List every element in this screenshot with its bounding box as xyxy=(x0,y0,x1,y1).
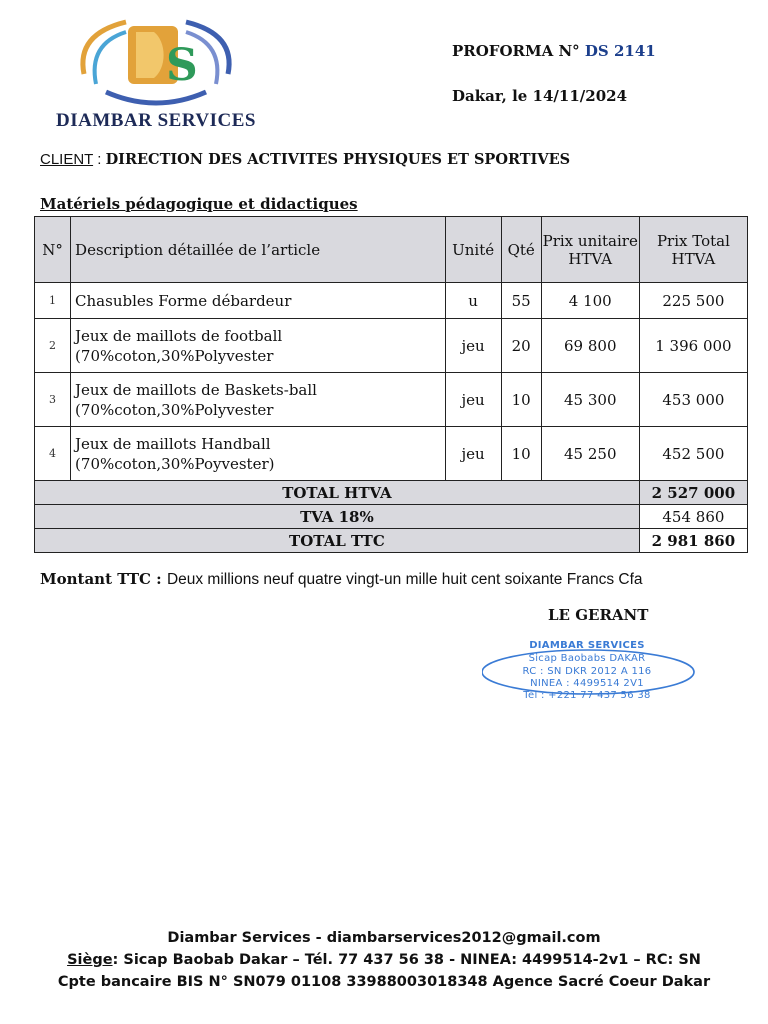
stamp-line: Sicap Baobabs DAKAR xyxy=(528,653,646,664)
row-qty: 10 xyxy=(501,427,541,481)
col-header-no: N° xyxy=(35,217,71,283)
footer-contact: Diambar Services - diambarservices2012@gmail.com xyxy=(167,930,601,946)
row-number: 3 xyxy=(35,373,71,427)
total-ttc-row xyxy=(35,529,748,553)
row-description-line1: Chasubles Forme débardeur xyxy=(75,291,292,310)
col-header-qty: Qté xyxy=(501,217,541,283)
tva-row xyxy=(35,505,748,529)
row-description xyxy=(71,373,446,427)
stamp-line: Tél : +221 77 437 56 38 xyxy=(523,690,651,701)
client-label: CLIENT xyxy=(40,151,94,168)
proforma-value: DS 2141 xyxy=(584,42,656,60)
logo-text: DIAMBAR SERVICES xyxy=(55,110,256,131)
row-unit-price: 69 800 xyxy=(541,319,639,373)
items-table xyxy=(34,216,748,553)
row-description-line2: (70%coton,30%Polyvester xyxy=(75,346,274,365)
footer-address xyxy=(0,952,768,968)
stamp-line: DIAMBAR SERVICES xyxy=(529,640,645,651)
row-description-line2: (70%coton,30%Poyvester) xyxy=(75,454,275,473)
company-logo xyxy=(36,14,272,132)
footer-siege-label: Siège xyxy=(67,952,113,968)
row-description-line1: Jeux de maillots de football xyxy=(75,326,283,345)
row-unit-price: 4 100 xyxy=(541,283,639,319)
row-unit-price: 45 250 xyxy=(541,427,639,481)
row-unit: jeu xyxy=(445,373,501,427)
total-ttc-label: TOTAL TTC xyxy=(35,529,640,553)
company-stamp xyxy=(482,638,702,708)
row-number: 4 xyxy=(35,427,71,481)
row-qty: 10 xyxy=(501,373,541,427)
col-header-unit: Unité xyxy=(445,217,501,283)
table-row xyxy=(35,427,748,481)
row-description xyxy=(71,283,446,319)
document-date: Dakar, le 14/11/2024 xyxy=(452,87,628,105)
row-unit: jeu xyxy=(445,319,501,373)
row-unit: u xyxy=(445,283,501,319)
client-separator: : xyxy=(93,151,106,168)
total-htva-value: 2 527 000 xyxy=(639,481,747,505)
proforma-label: PROFORMA N° xyxy=(452,42,580,60)
row-unit-price: 45 300 xyxy=(541,373,639,427)
proforma-number xyxy=(452,42,656,60)
row-description-line1: Jeux de maillots Handball xyxy=(75,434,271,453)
amount-value: Deux millions neuf quatre vingt-un mille huit cent soixante Francs Cfa xyxy=(166,571,643,588)
row-description-line1: Jeux de maillots de Baskets-ball xyxy=(75,380,317,399)
total-ttc-value: 2 981 860 xyxy=(639,529,747,553)
signatory-title: LE GERANT xyxy=(548,606,649,624)
row-qty: 55 xyxy=(501,283,541,319)
row-number: 1 xyxy=(35,283,71,319)
row-description-line2: (70%coton,30%Polyvester xyxy=(75,400,274,419)
row-description xyxy=(71,427,446,481)
stamp-line: RC : SN DKR 2012 A 116 xyxy=(522,666,652,677)
client-line xyxy=(40,151,570,168)
footer-bank: Cpte bancaire BIS N° SN079 01108 33988003018348 Agence Sacré Coeur Dakar xyxy=(57,974,711,990)
row-qty: 20 xyxy=(501,319,541,373)
row-unit: jeu xyxy=(445,427,501,481)
section-title: Matériels pédagogique et didactiques xyxy=(40,195,358,213)
total-htva-label: TOTAL HTVA xyxy=(35,481,640,505)
footer-address-text: : Sicap Baobab Dakar – Tél. 77 437 56 38 - NINEA: 4499514-2v1 – RC: SN xyxy=(112,952,701,968)
tva-value: 454 860 xyxy=(639,505,747,529)
row-total: 452 500 xyxy=(639,427,747,481)
col-header-total-price: Prix Total HTVA xyxy=(639,217,747,283)
table-header-row xyxy=(35,217,748,283)
svg-text:S: S xyxy=(166,40,198,91)
col-header-description: Description détaillée de l’article xyxy=(71,217,446,283)
stamp-line: NINEA : 4499514 2V1 xyxy=(530,678,644,689)
amount-label: Montant TTC : xyxy=(40,570,167,588)
row-total: 453 000 xyxy=(639,373,747,427)
table-row xyxy=(35,319,748,373)
row-total: 1 396 000 xyxy=(639,319,747,373)
row-description xyxy=(71,319,446,373)
row-total: 225 500 xyxy=(639,283,747,319)
row-number: 2 xyxy=(35,319,71,373)
table-row xyxy=(35,373,748,427)
total-htva-row xyxy=(35,481,748,505)
tva-label: TVA 18% xyxy=(35,505,640,529)
table-row xyxy=(35,283,748,319)
col-header-unit-price: Prix unitaire HTVA xyxy=(541,217,639,283)
client-name: DIRECTION DES ACTIVITES PHYSIQUES ET SPORTIVES xyxy=(105,151,571,168)
amount-in-words xyxy=(40,570,643,589)
